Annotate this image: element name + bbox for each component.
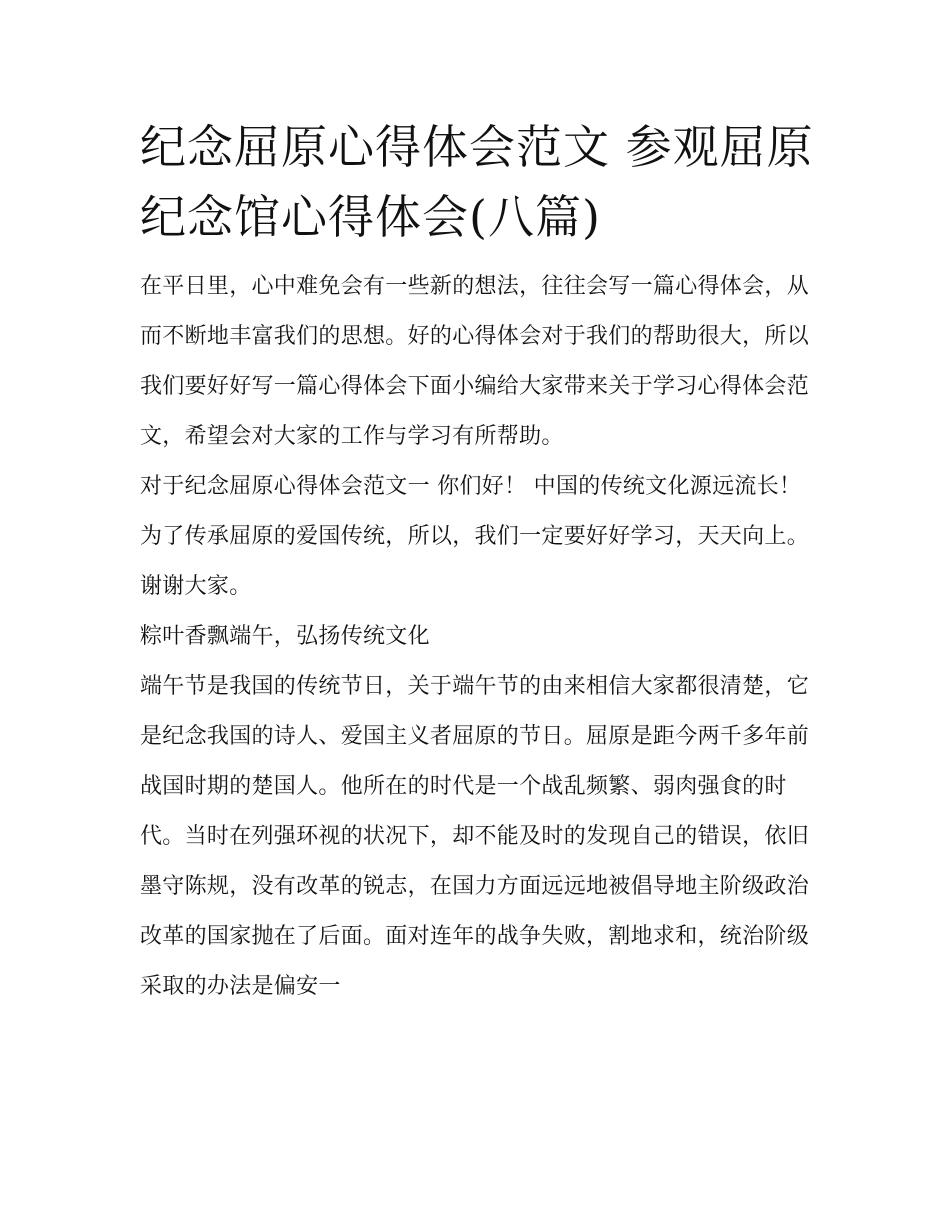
paragraph-essay-one: 对于纪念屈原心得体会范文一 你们好！ 中国的传统文化源远流长！ 为了传承屈原的爱国传统，所以，我们一定要好好学习，天天向上。谢谢大家。 bbox=[140, 474, 810, 599]
paragraph-intro: 在平日里，心中难免会有一些新的想法，往往会写一篇心得体会，从而不断地丰富我们的思想。好的心得体会对于我们的帮助很大，所以我们要好好写一篇心得体会下面小编给大家带来关于学习心得体会范文，希望会对大家的工作与学习有所帮助。 bbox=[140, 274, 810, 449]
document-body bbox=[140, 262, 816, 1012]
document-content bbox=[140, 112, 816, 1012]
paragraph-dragon-boat: 端午节是我国的传统节日，关于端午节的由来相信大家都很清楚，它是纪念我国的诗人、爱国主义者屈原的节日。屈原是距今两千多年前战国时期的楚国人。他所在的时代是一个战乱频繁、弱肉强食的时代。当时在列强环视的状况下，却不能及时的发现自己的错误，依旧墨守陈规，没有改革的锐志，在国力方面远远地被倡导地主阶级政治改革的国家抛在了后面。面对连年的战争失败，割地求和，统治阶级采取的办法是偏安一 bbox=[140, 674, 810, 999]
document-title: 纪念屈原心得体会范文 参观屈原纪念馆心得体会(八篇) bbox=[140, 120, 814, 244]
paragraph-subheading: 粽叶香飘端午，弘扬传统文化 bbox=[140, 624, 430, 649]
